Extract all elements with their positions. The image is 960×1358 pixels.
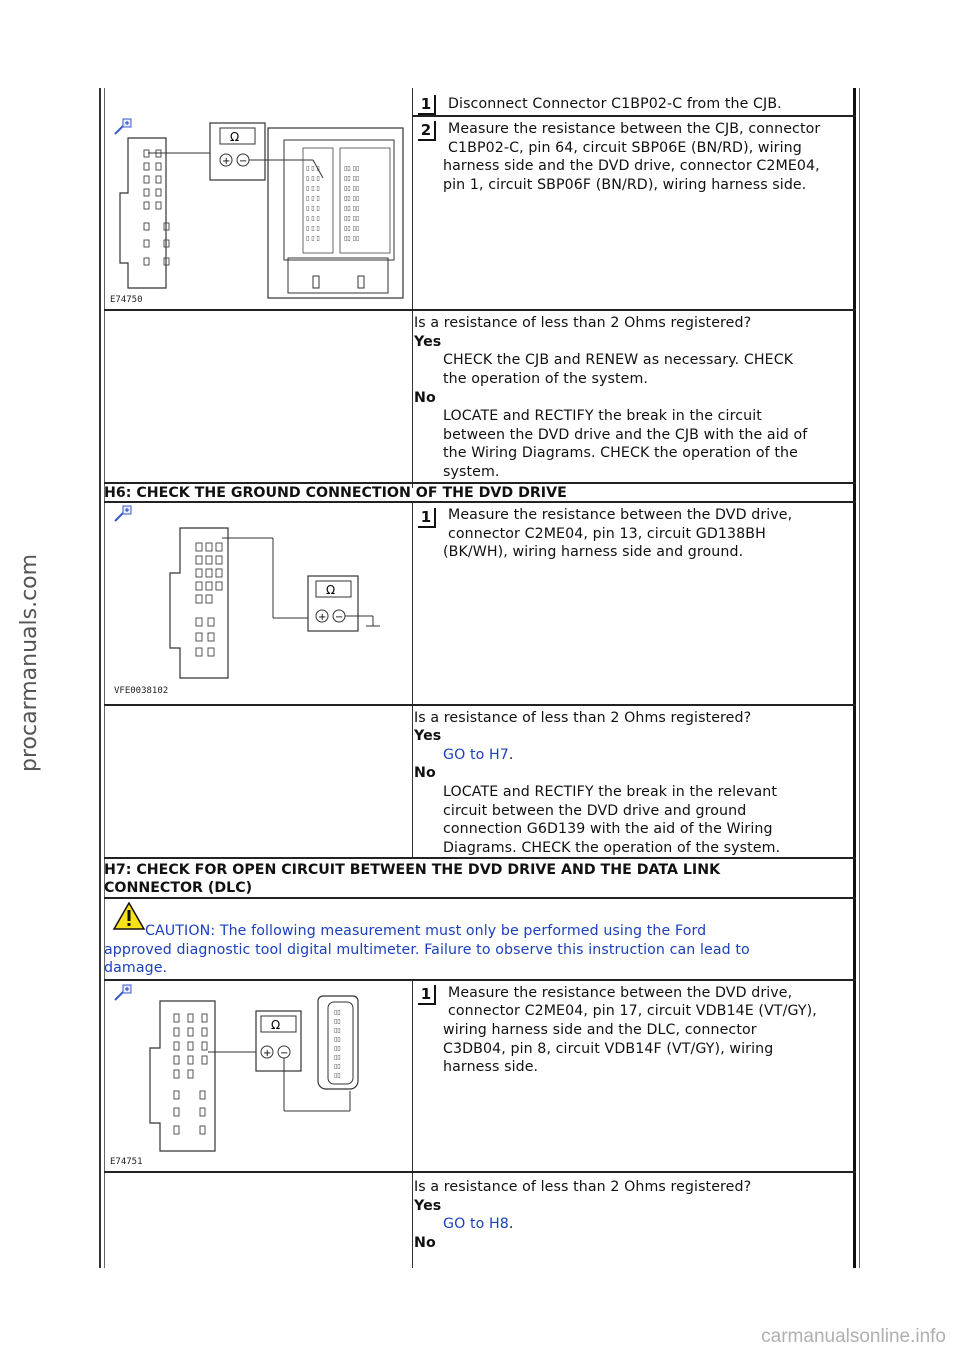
svg-text:▯▯: ▯▯	[334, 1018, 341, 1025]
step-number: 1	[418, 95, 436, 115]
caution-text-line: damage.	[104, 960, 168, 976]
result-question: Is a resistance of less than 2 Ohms registered?	[414, 1179, 752, 1195]
svg-text:▯ ▯ ▯: ▯ ▯ ▯	[306, 225, 320, 232]
left-page-border	[99, 88, 101, 1268]
svg-text:▯▯: ▯▯	[334, 1036, 341, 1043]
svg-text:▯▯ ▯▯: ▯▯ ▯▯	[344, 215, 360, 222]
svg-text:+: +	[318, 612, 327, 623]
dlc-connector-diagram	[108, 986, 408, 1168]
svg-text:▯ ▯ ▯: ▯ ▯ ▯	[306, 235, 320, 242]
step-text-line: wiring harness side and the DLC, connector	[443, 1022, 757, 1038]
no-label: No	[414, 765, 436, 781]
svg-text:▯ ▯ ▯: ▯ ▯ ▯	[306, 175, 320, 182]
left-page-border-inner	[104, 88, 105, 1268]
caution-text-line: CAUTION: The following measurement must only be performed using the Ford	[145, 923, 707, 939]
step-text-line: pin 1, circuit SBP06F (BN/RD), wiring harness side.	[443, 177, 807, 193]
column-divider-1	[412, 88, 413, 488]
warning-icon	[113, 902, 145, 930]
go-to-h8-link[interactable]: GO to H8	[443, 1216, 509, 1232]
caution-text-line: approved diagnostic tool digital multimeter. Failure to observe this instruction can lead to	[104, 942, 750, 958]
svg-text:▯ ▯ ▯: ▯ ▯ ▯	[306, 195, 320, 202]
period: .	[508, 1216, 514, 1232]
row-rule	[104, 979, 856, 981]
svg-text:−: −	[335, 612, 344, 623]
step-text: Disconnect Connector C1BP02-C from the CJB.	[448, 96, 782, 112]
svg-text:+: +	[263, 1048, 272, 1059]
column-divider-2	[412, 502, 413, 857]
column-divider-3	[412, 980, 413, 1268]
svg-text:▯▯ ▯▯: ▯▯ ▯▯	[344, 175, 360, 182]
svg-text:▯▯: ▯▯	[334, 1054, 341, 1061]
svg-text:▯▯ ▯▯: ▯▯ ▯▯	[344, 185, 360, 192]
no-text-line: the Wiring Diagrams. CHECK the operation of the	[443, 445, 798, 461]
step-text-line: C3DB04, pin 8, circuit VDB14F (VT/GY), wiring	[443, 1041, 774, 1057]
meter-symbol: Ω	[271, 1018, 281, 1032]
no-text-line: between the DVD drive and the CJB with the aid of	[443, 427, 808, 443]
step-number: 1	[418, 985, 436, 1005]
svg-text:▯▯ ▯▯: ▯▯ ▯▯	[344, 235, 360, 242]
result-question: Is a resistance of less than 2 Ohms registered?	[414, 315, 752, 331]
section-heading: CONNECTOR (DLC)	[104, 880, 253, 896]
meter-symbol: Ω	[230, 130, 240, 144]
svg-text:▯▯: ▯▯	[334, 1072, 341, 1079]
side-watermark: procarmanuals.com	[17, 553, 42, 772]
figure-label: VFE0038102	[114, 686, 169, 696]
step-text-line: harness side and the DVD drive, connector C2ME04,	[443, 158, 820, 174]
no-text-line: Diagrams. CHECK the operation of the system.	[443, 840, 781, 856]
footer-watermark: carmanualsonline.info	[761, 1326, 946, 1347]
row-rule	[104, 1171, 856, 1173]
no-text-line: system.	[443, 464, 500, 480]
row-rule	[104, 704, 856, 706]
svg-text:▯▯: ▯▯	[334, 1027, 341, 1034]
row-rule	[412, 115, 856, 117]
svg-text:−: −	[239, 156, 248, 167]
figure-label: E74750	[110, 295, 143, 305]
svg-text:▯▯: ▯▯	[334, 1063, 341, 1070]
step-text-line: connector C2ME04, pin 13, circuit GD138BH	[448, 526, 766, 542]
yes-text-line: CHECK the CJB and RENEW as necessary. CHECK	[443, 352, 794, 368]
step-text-line: Measure the resistance between the CJB, connector	[448, 121, 821, 137]
svg-text:▯▯ ▯▯: ▯▯ ▯▯	[344, 195, 360, 202]
step-text-line: (BK/WH), wiring harness side and ground.	[443, 544, 744, 560]
no-text-line: LOCATE and RECTIFY the break in the circuit	[443, 408, 762, 424]
svg-text:+: +	[222, 156, 231, 167]
step-text-line: harness side.	[443, 1059, 539, 1075]
svg-text:▯▯: ▯▯	[334, 1045, 341, 1052]
yes-label: Yes	[414, 728, 442, 744]
no-text-line: connection G6D139 with the aid of the Wiring	[443, 821, 773, 837]
result-question: Is a resistance of less than 2 Ohms registered?	[414, 710, 752, 726]
yes-action	[443, 746, 514, 765]
svg-text:▯▯ ▯▯: ▯▯ ▯▯	[344, 225, 360, 232]
right-page-border-outer	[859, 88, 860, 1268]
svg-text:▯ ▯ ▯: ▯ ▯ ▯	[306, 165, 320, 172]
go-to-h7-link[interactable]: GO to H7	[443, 747, 509, 763]
svg-text:▯▯: ▯▯	[334, 1009, 341, 1016]
period: .	[508, 747, 514, 763]
no-text-line: circuit between the DVD drive and ground	[443, 803, 747, 819]
connector-diagram	[108, 118, 408, 306]
section-heading: H7: CHECK FOR OPEN CIRCUIT BETWEEN THE DVD DRIVE AND THE DATA LINK	[104, 862, 721, 878]
yes-action	[443, 1215, 514, 1234]
step-text-line: connector C2ME04, pin 17, circuit VDB14E (VT/GY),	[448, 1003, 817, 1019]
svg-text:▯ ▯ ▯: ▯ ▯ ▯	[306, 205, 320, 212]
row-rule	[104, 897, 856, 899]
yes-label: Yes	[414, 1198, 442, 1214]
section-heading: H6: CHECK THE GROUND CONNECTION OF THE DVD DRIVE	[104, 485, 567, 501]
row-rule	[104, 309, 856, 311]
ground-connection-diagram	[108, 508, 408, 703]
svg-text:▯▯ ▯▯: ▯▯ ▯▯	[344, 165, 360, 172]
yes-text-line: the operation of the system.	[443, 371, 648, 387]
no-label: No	[414, 1235, 436, 1251]
right-page-border	[853, 88, 856, 1268]
svg-text:▯▯ ▯▯: ▯▯ ▯▯	[344, 205, 360, 212]
svg-text:−: −	[280, 1048, 289, 1059]
step-text-line: Measure the resistance between the DVD drive,	[448, 985, 793, 1001]
no-label: No	[414, 390, 436, 406]
yes-label: Yes	[414, 334, 442, 350]
figure-label: E74751	[110, 1157, 143, 1167]
meter-symbol: Ω	[326, 583, 336, 597]
step-number: 2	[418, 121, 436, 141]
step-text-line: Measure the resistance between the DVD drive,	[448, 507, 793, 523]
step-number: 1	[418, 508, 436, 528]
step-text-line: C1BP02-C, pin 64, circuit SBP06E (BN/RD), wiring	[448, 140, 802, 156]
svg-text:▯ ▯ ▯: ▯ ▯ ▯	[306, 185, 320, 192]
svg-text:▯ ▯ ▯: ▯ ▯ ▯	[306, 215, 320, 222]
no-text-line: LOCATE and RECTIFY the break in the relevant	[443, 784, 778, 800]
